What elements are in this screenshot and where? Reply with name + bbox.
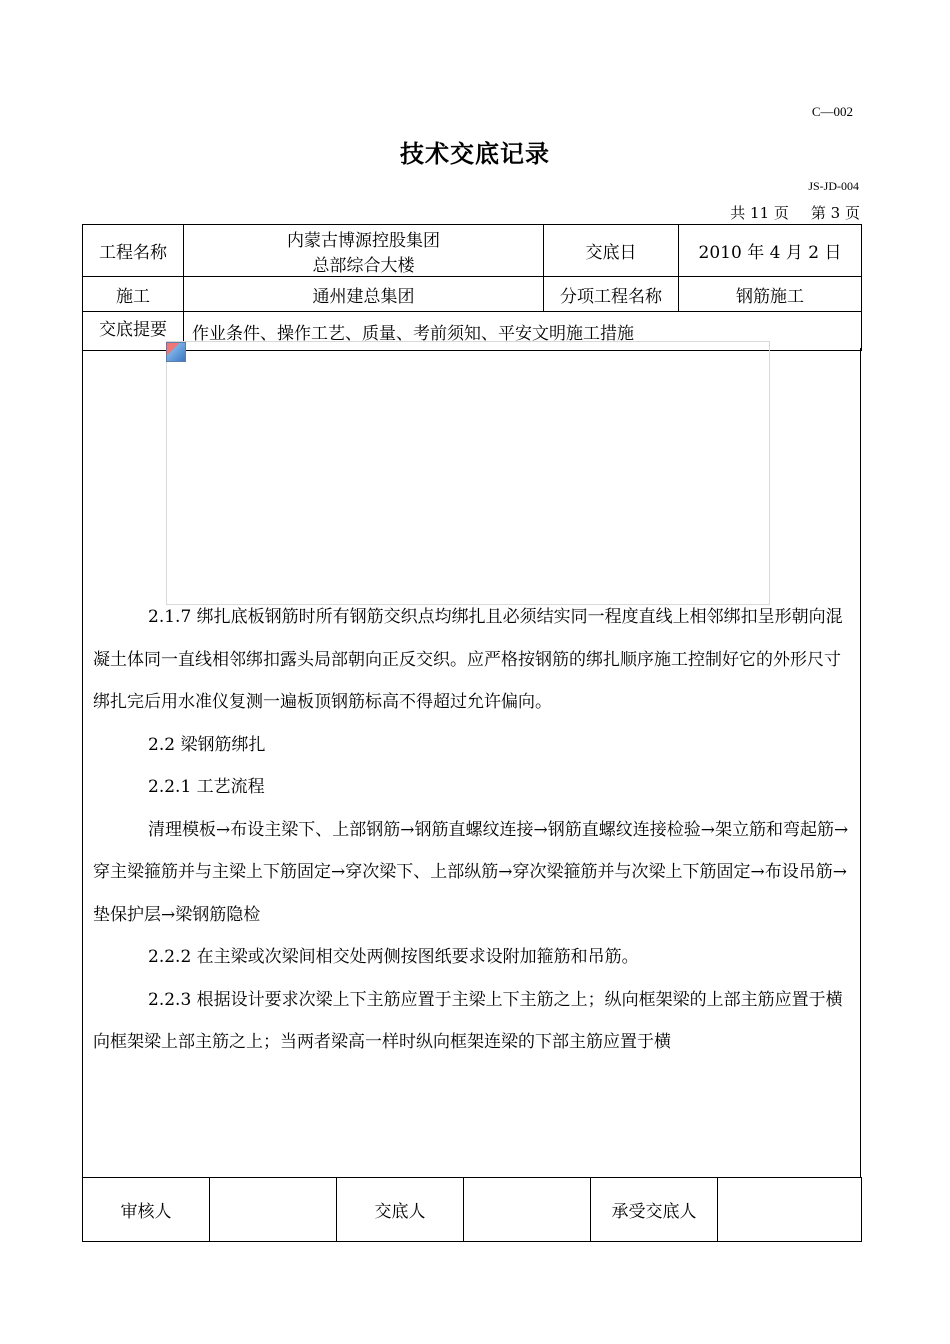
image-placeholder	[166, 341, 770, 605]
broken-image-icon	[166, 342, 186, 362]
project-name-line2: 总部综合大楼	[312, 255, 415, 276]
project-name-line1: 内蒙古博源控股集团	[287, 230, 440, 251]
discloser-label: 交底人	[337, 1178, 464, 1242]
current-page: 第 3 页	[810, 204, 860, 222]
paragraph: 2.2.3 根据设计要求次梁上下主筋应置于主梁上下主筋之上；纵向框架梁的上部主筋应置于横向框架梁上部主筋之上；当两者梁高一样时纵向框架连梁的下部主筋应置于横	[93, 989, 843, 1052]
signature-table	[82, 1177, 862, 1242]
discloser-signature	[464, 1178, 591, 1242]
reviewer-signature	[210, 1178, 337, 1242]
date-label: 交底日	[544, 225, 679, 277]
construction-label: 施工	[83, 277, 184, 312]
subsection-heading: 2.2.1 工艺流程	[148, 777, 265, 797]
project-name-value	[184, 225, 544, 277]
paragraph: 2.2.2 在主梁或次梁间相交处两侧按图纸要求设附加箍筋和吊筋。	[148, 947, 639, 967]
subproject-value: 钢筋施工	[679, 277, 862, 312]
paragraph: 清理模板→布设主梁下、上部钢筋→钢筋直螺纹连接→钢筋直螺纹连接检验→架立筋和弯起筋→穿主梁箍筋并与主梁上下筋固定→穿次梁下、上部纵筋→穿次梁箍筋并与次梁上下筋固定→布设吊筋→垫保护层→梁钢筋隐检	[93, 819, 849, 925]
construction-value: 通州建总集团	[184, 277, 544, 312]
summary-value: 作业条件、操作工艺、质量、考前须知、平安文明施工措施	[184, 312, 862, 351]
form-code: C—002	[811, 104, 853, 119]
header-table	[82, 224, 862, 351]
date-value: 2010 年 4 月 2 日	[679, 225, 862, 277]
section-heading: 2.2 梁钢筋绑扎	[148, 734, 266, 755]
subproject-label: 分项工程名称	[544, 277, 679, 312]
page-count	[730, 202, 860, 223]
reviewer-label: 审核人	[83, 1178, 210, 1242]
summary-label: 交底提要	[83, 312, 184, 351]
page-title: 技术交底记录	[400, 140, 550, 168]
total-pages: 共 11 页	[730, 204, 789, 222]
paragraph: 2.1.7 绑扎底板钢筋时所有钢筋交织点均绑扎且必须结实同一程度直线上相邻绑扣呈形朝向混凝土体同一直线相邻绑扣露头局部朝向正反交织。应严格按钢筋的绑扎顺序施工控制好它的外形尺寸绑扎完后用水准仪复测一遍板顶钢筋标高不得超过允许偏向。	[93, 607, 843, 712]
receiver-label: 承受交底人	[591, 1178, 718, 1242]
receiver-signature	[718, 1178, 862, 1242]
disclosure-content	[93, 596, 853, 1064]
project-name-label: 工程名称	[83, 225, 184, 277]
document-code: JS-JD-004	[808, 179, 859, 193]
